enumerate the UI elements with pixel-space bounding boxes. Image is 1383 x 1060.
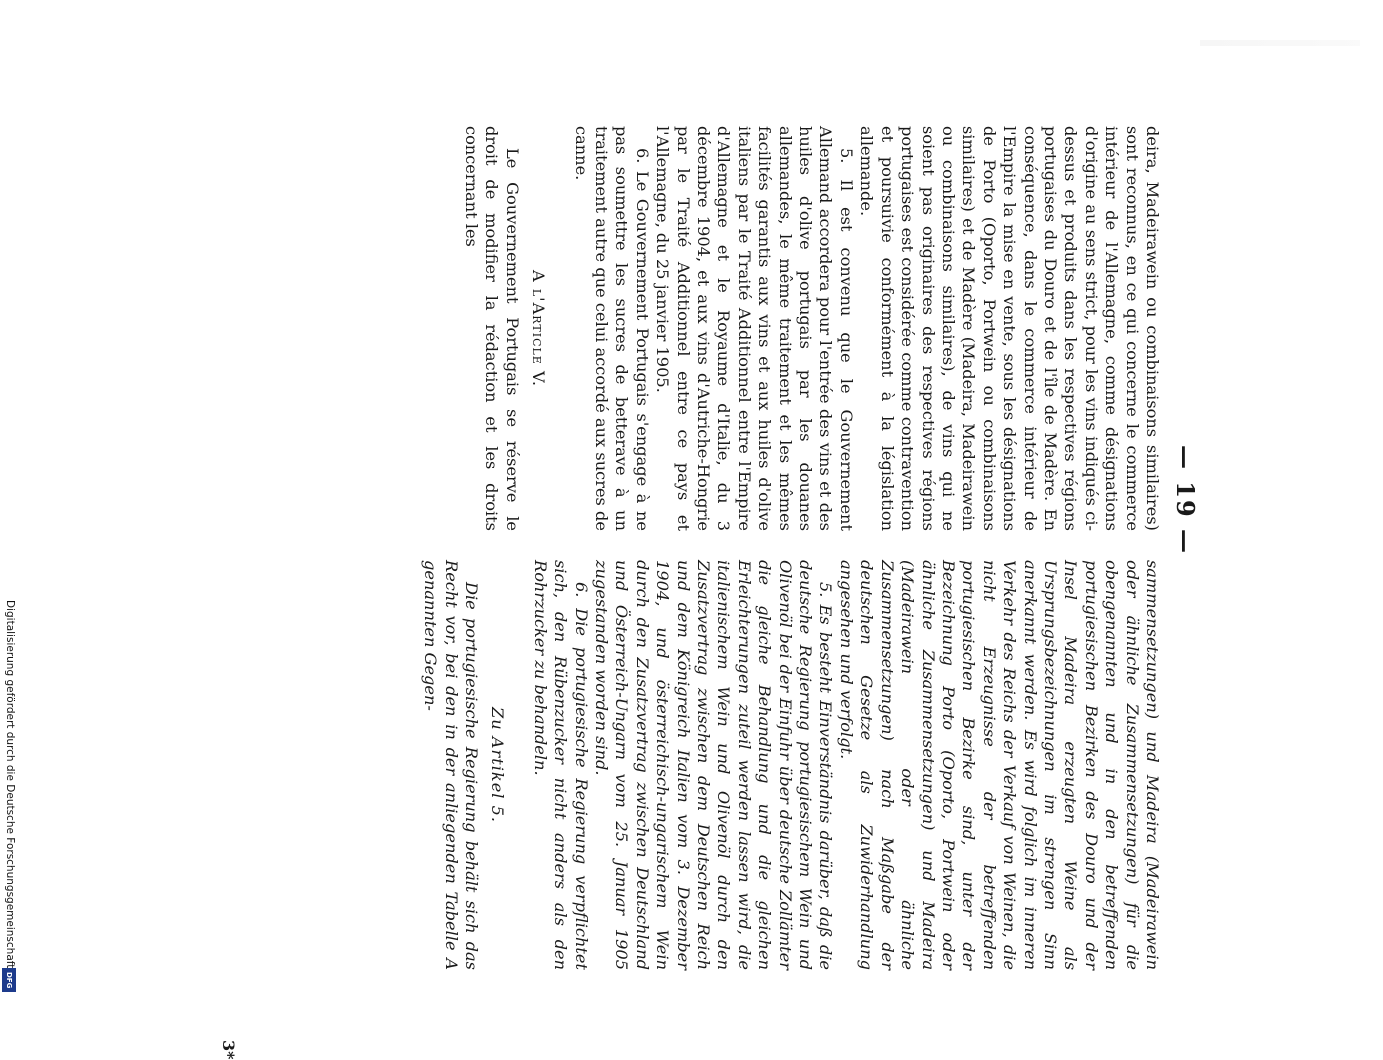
german-paragraph-1: sammensetzungen) und Madeira (Madeirawein oder ähnliche Zusammensetzungen) für die obengenannten und in den betreffenden portugiesischen Bezirken des Douro und der Insel Madeira erzeugten Weine als Ursprungsbezeichnungen im strengen Sinn anerkannt werden. Es wird folglich im inneren Verkehr des Reichs der Verkauf von Weinen, die nicht Erzeugnisse der betreffenden portugiesischen Bezirke sind, unter der Bezeichnung Porto (Oporto, Portwein oder ähnliche Zusammensetzungen) und Madeira (Madeirawein oder ähnliche Zusammensetzungen) nach Maßgabe der deutschen Gesetze als Zuwiderhandlung angesehen und verfolgt. (836, 560, 1162, 970)
german-column (420, 560, 1162, 970)
printer-signature: 3* (219, 1040, 238, 1060)
digitization-credit-strip (0, 0, 18, 1000)
page-number: — 19 — (1171, 444, 1200, 556)
german-article-heading: Zu Artikel 5. (488, 706, 508, 824)
french-paragraph-4: Le Gouvernement Portugais se réserve le droit de modifier la rédaction et les droits concernant les (462, 126, 522, 531)
french-paragraph-1: deira, Madeirawein ou combinaisons similaires) sont reconnus, en ce qui concerne le commerce intérieur de l'Allemagne, comme désignations d'origine au sens strict, pour les vins indiqués ci-dessus et produits dans les respectives régions portugaises du Douro et de l'île de Madère. En conséquence, dans le commerce intérieur de l'Empire la mise en vente, sous les désignations de Porto (Oporto, Portwein ou combinaisons similaires) et de Madère (Madeira, Madeirawein ou combinaisons similaires), de vins qui ne soient pas originaires des respectives régions portugaises est considérée comme contravention et poursuivie conformément à la législation allemande. (857, 126, 1162, 531)
dfg-credit-text: Digitalisierung gefördert durch die Deutsche Forschungsgemeinschaft (4, 600, 16, 969)
french-paragraph-3: 6. Le Gouvernement Portugais s'engage à ne pas soumettre les sucres de betterave à un traitement autre que celui accordé aux sucres de canne. (571, 126, 652, 531)
german-paragraph-4: Die portugiesische Regierung behält sich das Recht vor, bei den in der anliegenden Tabelle A genannten Gegen- (421, 560, 481, 970)
french-article-heading: A l'Article V. (529, 270, 549, 387)
german-paragraph-2: 5. Es besteht Einverständnis darüber, daß die deutsche Regierung portugiesischem Wein und Olivenöl bei der Einfuhr über deutsche Zollämter die gleiche Behandlung und die gleichen Erleichterungen zuteil werden lassen wird, die italienischem Wein und Olivenöl durch den Zusatzvertrag zwischen dem Deutschen Reich und dem Königreich Italien vom 3. Dezember 1904, und österreichisch-ungarischem Wein durch den Zusatzvertrag zwischen Deutschland und Österreich-Ungarn vom 25. Januar 1905 zugestanden worden sind. (592, 560, 836, 970)
scan-artifact (1200, 40, 1360, 46)
rotated-page (160, 0, 1220, 1060)
german-paragraph-3: 6. Die portugiesische Regierung verpflichtet sich, den Rübenzucker nicht anders als den Rohrzucker zu behandeln. (530, 560, 591, 970)
french-column (461, 126, 1162, 531)
french-paragraph-2: 5. Il est convenu que le Gouvernement Allemand accordera pour l'entrée des vins et des huiles d'olive portugais par les douanes allemandes, le même traitement et les mêmes facilités garantis aux vins et aux huiles d'olive italiens par le Traité Additionnel entre l'Empire d'Allemagne et le Royaume d'Italie, du 3 décembre 1904, et aux vins d'Autriche-Hongrie par le Traité Additionnel entre ce pays et l'Allemagne, du 25 janvier 1905. (653, 126, 856, 531)
dfg-logo: DFG (2, 968, 16, 992)
